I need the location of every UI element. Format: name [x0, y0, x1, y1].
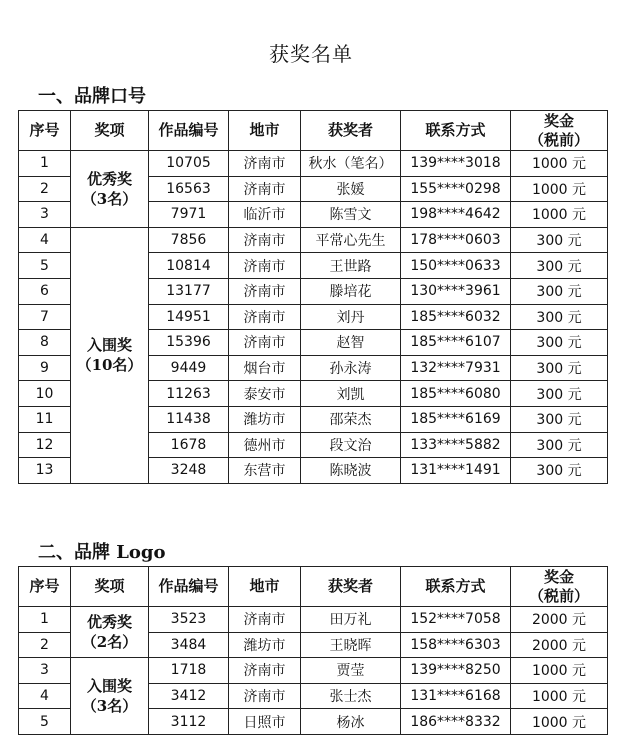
work-id: 9449 [149, 355, 229, 381]
row-no: 11 [19, 406, 71, 432]
city: 济南市 [229, 607, 301, 633]
winner-name: 王晓晖 [301, 632, 401, 658]
city: 济南市 [229, 330, 301, 356]
city: 济南市 [229, 227, 301, 253]
contact-phone: 185****6032 [401, 304, 511, 330]
winner-name: 田万礼 [301, 607, 401, 633]
city: 济南市 [229, 253, 301, 279]
contact-phone: 158****6303 [401, 632, 511, 658]
contact-phone: 178****0603 [401, 227, 511, 253]
contact-phone: 198****4642 [401, 202, 511, 228]
city: 济南市 [229, 304, 301, 330]
table-header-row [19, 111, 608, 151]
section-heading-logo: 二、品牌 Logo [38, 542, 166, 563]
winner-name: 陈雪文 [301, 202, 401, 228]
header-work-id: 作品编号 [149, 567, 229, 607]
section-heading-slogan: 一、品牌口号 [38, 86, 146, 107]
work-id: 1678 [149, 432, 229, 458]
prize-amount: 1000 元 [511, 709, 608, 735]
winner-name: 刘凯 [301, 381, 401, 407]
prize-amount: 300 元 [511, 406, 608, 432]
header-no: 序号 [19, 111, 71, 151]
winner-name: 贾莹 [301, 658, 401, 684]
row-no: 5 [19, 709, 71, 735]
work-id: 11438 [149, 406, 229, 432]
row-no: 3 [19, 202, 71, 228]
winner-name: 张媛 [301, 176, 401, 202]
header-contact: 联系方式 [401, 567, 511, 607]
prize-amount: 1000 元 [511, 151, 608, 177]
prize-amount: 300 元 [511, 330, 608, 356]
row-no: 2 [19, 632, 71, 658]
row-no: 12 [19, 432, 71, 458]
award-category-name: 入围奖 [86, 677, 132, 696]
winner-name: 杨冰 [301, 709, 401, 735]
winner-name: 平常心先生 [301, 227, 401, 253]
row-no: 3 [19, 658, 71, 684]
header-city: 地市 [229, 111, 301, 151]
prize-amount: 300 元 [511, 355, 608, 381]
table-row [19, 151, 608, 177]
contact-phone: 139****8250 [401, 658, 511, 684]
winner-name: 张士杰 [301, 683, 401, 709]
row-no: 1 [19, 151, 71, 177]
contact-phone: 150****0633 [401, 253, 511, 279]
city: 潍坊市 [229, 632, 301, 658]
winner-name: 段文治 [301, 432, 401, 458]
work-id: 7971 [149, 202, 229, 228]
city: 济南市 [229, 176, 301, 202]
prize-amount: 300 元 [511, 432, 608, 458]
row-no: 1 [19, 607, 71, 633]
winner-name: 邵荣杰 [301, 406, 401, 432]
winner-name: 刘丹 [301, 304, 401, 330]
work-id: 10705 [149, 151, 229, 177]
header-prize [511, 567, 608, 607]
contact-phone: 155****0298 [401, 176, 511, 202]
work-id: 13177 [149, 278, 229, 304]
prize-amount: 1000 元 [511, 176, 608, 202]
page-title: 获奖名单 [269, 42, 353, 66]
header-prize-line2: （税前） [528, 130, 589, 149]
winner-name: 孙永涛 [301, 355, 401, 381]
contact-phone: 132****7931 [401, 355, 511, 381]
contact-phone: 131****6168 [401, 683, 511, 709]
row-no: 5 [19, 253, 71, 279]
contact-phone: 186****8332 [401, 709, 511, 735]
work-id: 3248 [149, 458, 229, 484]
header-winner: 获奖者 [301, 567, 401, 607]
work-id: 16563 [149, 176, 229, 202]
row-no: 2 [19, 176, 71, 202]
work-id: 3112 [149, 709, 229, 735]
contact-phone: 133****5882 [401, 432, 511, 458]
city: 临沂市 [229, 202, 301, 228]
winner-name: 赵智 [301, 330, 401, 356]
work-id: 15396 [149, 330, 229, 356]
row-no: 7 [19, 304, 71, 330]
city: 济南市 [229, 151, 301, 177]
work-id: 10814 [149, 253, 229, 279]
work-id: 3412 [149, 683, 229, 709]
work-id: 11263 [149, 381, 229, 407]
work-id: 1718 [149, 658, 229, 684]
contact-phone: 185****6169 [401, 406, 511, 432]
row-no: 4 [19, 683, 71, 709]
city: 德州市 [229, 432, 301, 458]
table-header-row [19, 567, 608, 607]
row-no: 8 [19, 330, 71, 356]
work-id: 7856 [149, 227, 229, 253]
contact-phone: 130****3961 [401, 278, 511, 304]
row-no: 4 [19, 227, 71, 253]
prize-amount: 2000 元 [511, 607, 608, 633]
header-award: 奖项 [71, 111, 149, 151]
row-no: 13 [19, 458, 71, 484]
city: 济南市 [229, 278, 301, 304]
header-contact: 联系方式 [401, 111, 511, 151]
city: 日照市 [229, 709, 301, 735]
header-city: 地市 [229, 567, 301, 607]
contact-phone: 152****7058 [401, 607, 511, 633]
prize-amount: 300 元 [511, 227, 608, 253]
header-prize [511, 111, 608, 151]
award-category-name: 入围奖 [86, 336, 132, 355]
city: 潍坊市 [229, 406, 301, 432]
award-category [71, 227, 149, 483]
award-category [71, 607, 149, 658]
table-row [19, 658, 608, 684]
table-row [19, 227, 608, 253]
city: 东营市 [229, 458, 301, 484]
awards-table-slogan [18, 110, 608, 484]
contact-phone: 185****6107 [401, 330, 511, 356]
city: 济南市 [229, 683, 301, 709]
work-id: 3523 [149, 607, 229, 633]
prize-amount: 300 元 [511, 458, 608, 484]
prize-amount: 300 元 [511, 253, 608, 279]
winner-name: 王世路 [301, 253, 401, 279]
prize-amount: 1000 元 [511, 202, 608, 228]
row-no: 9 [19, 355, 71, 381]
awards-table-logo [18, 566, 608, 735]
award-category-count: （3名） [81, 189, 138, 208]
prize-amount: 300 元 [511, 278, 608, 304]
header-work-id: 作品编号 [149, 111, 229, 151]
header-no: 序号 [19, 567, 71, 607]
prize-amount: 1000 元 [511, 683, 608, 709]
header-prize-line2: （税前） [528, 586, 589, 605]
prize-amount: 300 元 [511, 304, 608, 330]
city: 泰安市 [229, 381, 301, 407]
table-row [19, 607, 608, 633]
contact-phone: 131****1491 [401, 458, 511, 484]
prize-amount: 1000 元 [511, 658, 608, 684]
work-id: 3484 [149, 632, 229, 658]
award-category-count: （10名） [76, 356, 143, 375]
work-id: 14951 [149, 304, 229, 330]
contact-phone: 185****6080 [401, 381, 511, 407]
header-prize-line1: 奖金 [543, 111, 574, 130]
award-category [71, 658, 149, 735]
prize-amount: 300 元 [511, 381, 608, 407]
award-category-count: （2名） [81, 633, 138, 652]
row-no: 6 [19, 278, 71, 304]
city: 烟台市 [229, 355, 301, 381]
award-category [71, 151, 149, 228]
city: 济南市 [229, 658, 301, 684]
award-category-name: 优秀奖 [86, 613, 132, 632]
row-no: 10 [19, 381, 71, 407]
header-prize-line1: 奖金 [543, 567, 574, 586]
contact-phone: 139****3018 [401, 151, 511, 177]
header-award: 奖项 [71, 567, 149, 607]
award-category-name: 优秀奖 [86, 169, 132, 188]
award-category-count: （3名） [81, 697, 138, 716]
header-winner: 获奖者 [301, 111, 401, 151]
prize-amount: 2000 元 [511, 632, 608, 658]
winner-name: 秋水（笔名） [301, 151, 401, 177]
winner-name: 陈晓波 [301, 458, 401, 484]
winner-name: 滕培花 [301, 278, 401, 304]
